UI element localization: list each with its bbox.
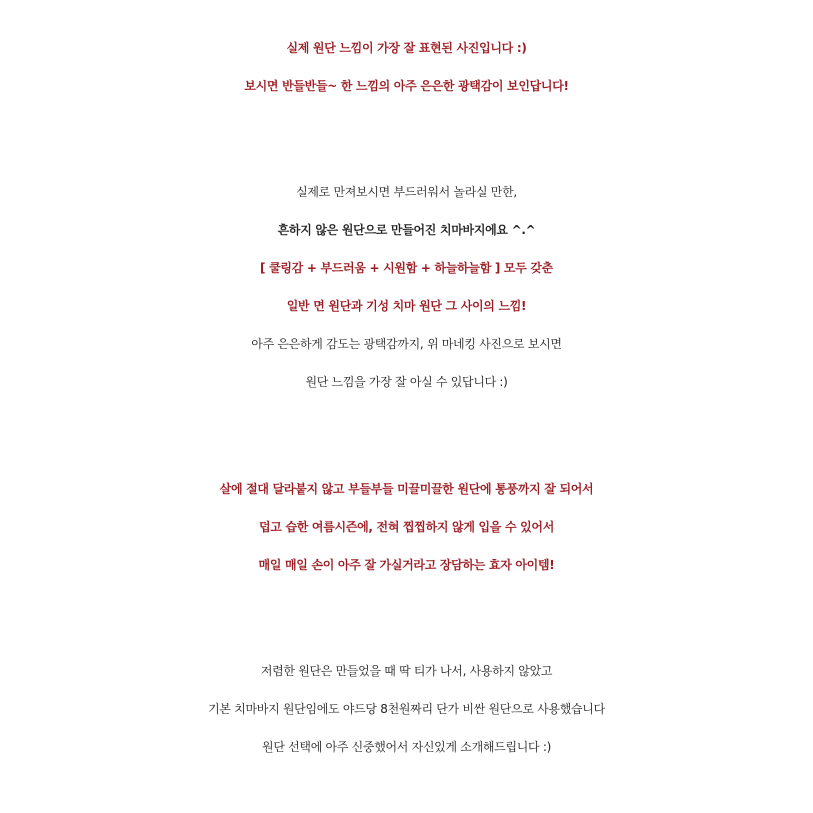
feel-line-3: [ 쿨링감 + 부드러움 + 시원함 + 하늘하늘함 ] 모두 갖춘 [260,261,553,275]
fabric-line-3: 원단 선택에 아주 신중했어서 자신있게 소개해드립니다 :) [262,740,551,754]
feel-line-4: 일반 면 원단과 기성 치마 원단 그 사이의 느낌! [286,299,527,313]
comfort-line-2: 덥고 습한 여름시즌에, 전혀 찝찝하지 않게 입을 수 있어서 [259,520,554,534]
fabric-line-1: 저렴한 원단은 만들었을 때 딱 티가 나서, 사용하지 않았고 [260,664,553,678]
feel-line-5: 아주 은은하게 감도는 광택감까지, 위 마네킹 사진으로 보시면 [251,337,562,351]
fabric-line-2: 기본 치마바지 원단임에도 야드당 8천원짜리 단가 비싼 원단으로 사용했습니다 [208,702,605,716]
intro-line-1: 실제 원단 느낌이 가장 잘 표현된 사진입니다 :) [286,41,527,55]
feel-line-2: 흔하지 않은 원단으로 만들어진 치마바지에요 ^.^ [277,223,536,237]
comfort-line-3: 매일 매일 손이 아주 잘 가실거라고 장담하는 효자 아이템! [258,558,555,572]
intro-line-2: 보시면 반들반들~ 한 느낌의 아주 은은한 광택감이 보인답니다! [244,79,569,93]
feel-line-6: 원단 느낌을 가장 잘 아실 수 있답니다 :) [305,375,508,389]
comfort-line-1: 살에 절대 달라붙지 않고 부들부들 미끌미끌한 원단에 통풍까지 잘 되어서 [219,482,594,496]
feel-line-1: 실제로 만져보시면 부드러워서 놀라실 만한, [296,185,517,199]
